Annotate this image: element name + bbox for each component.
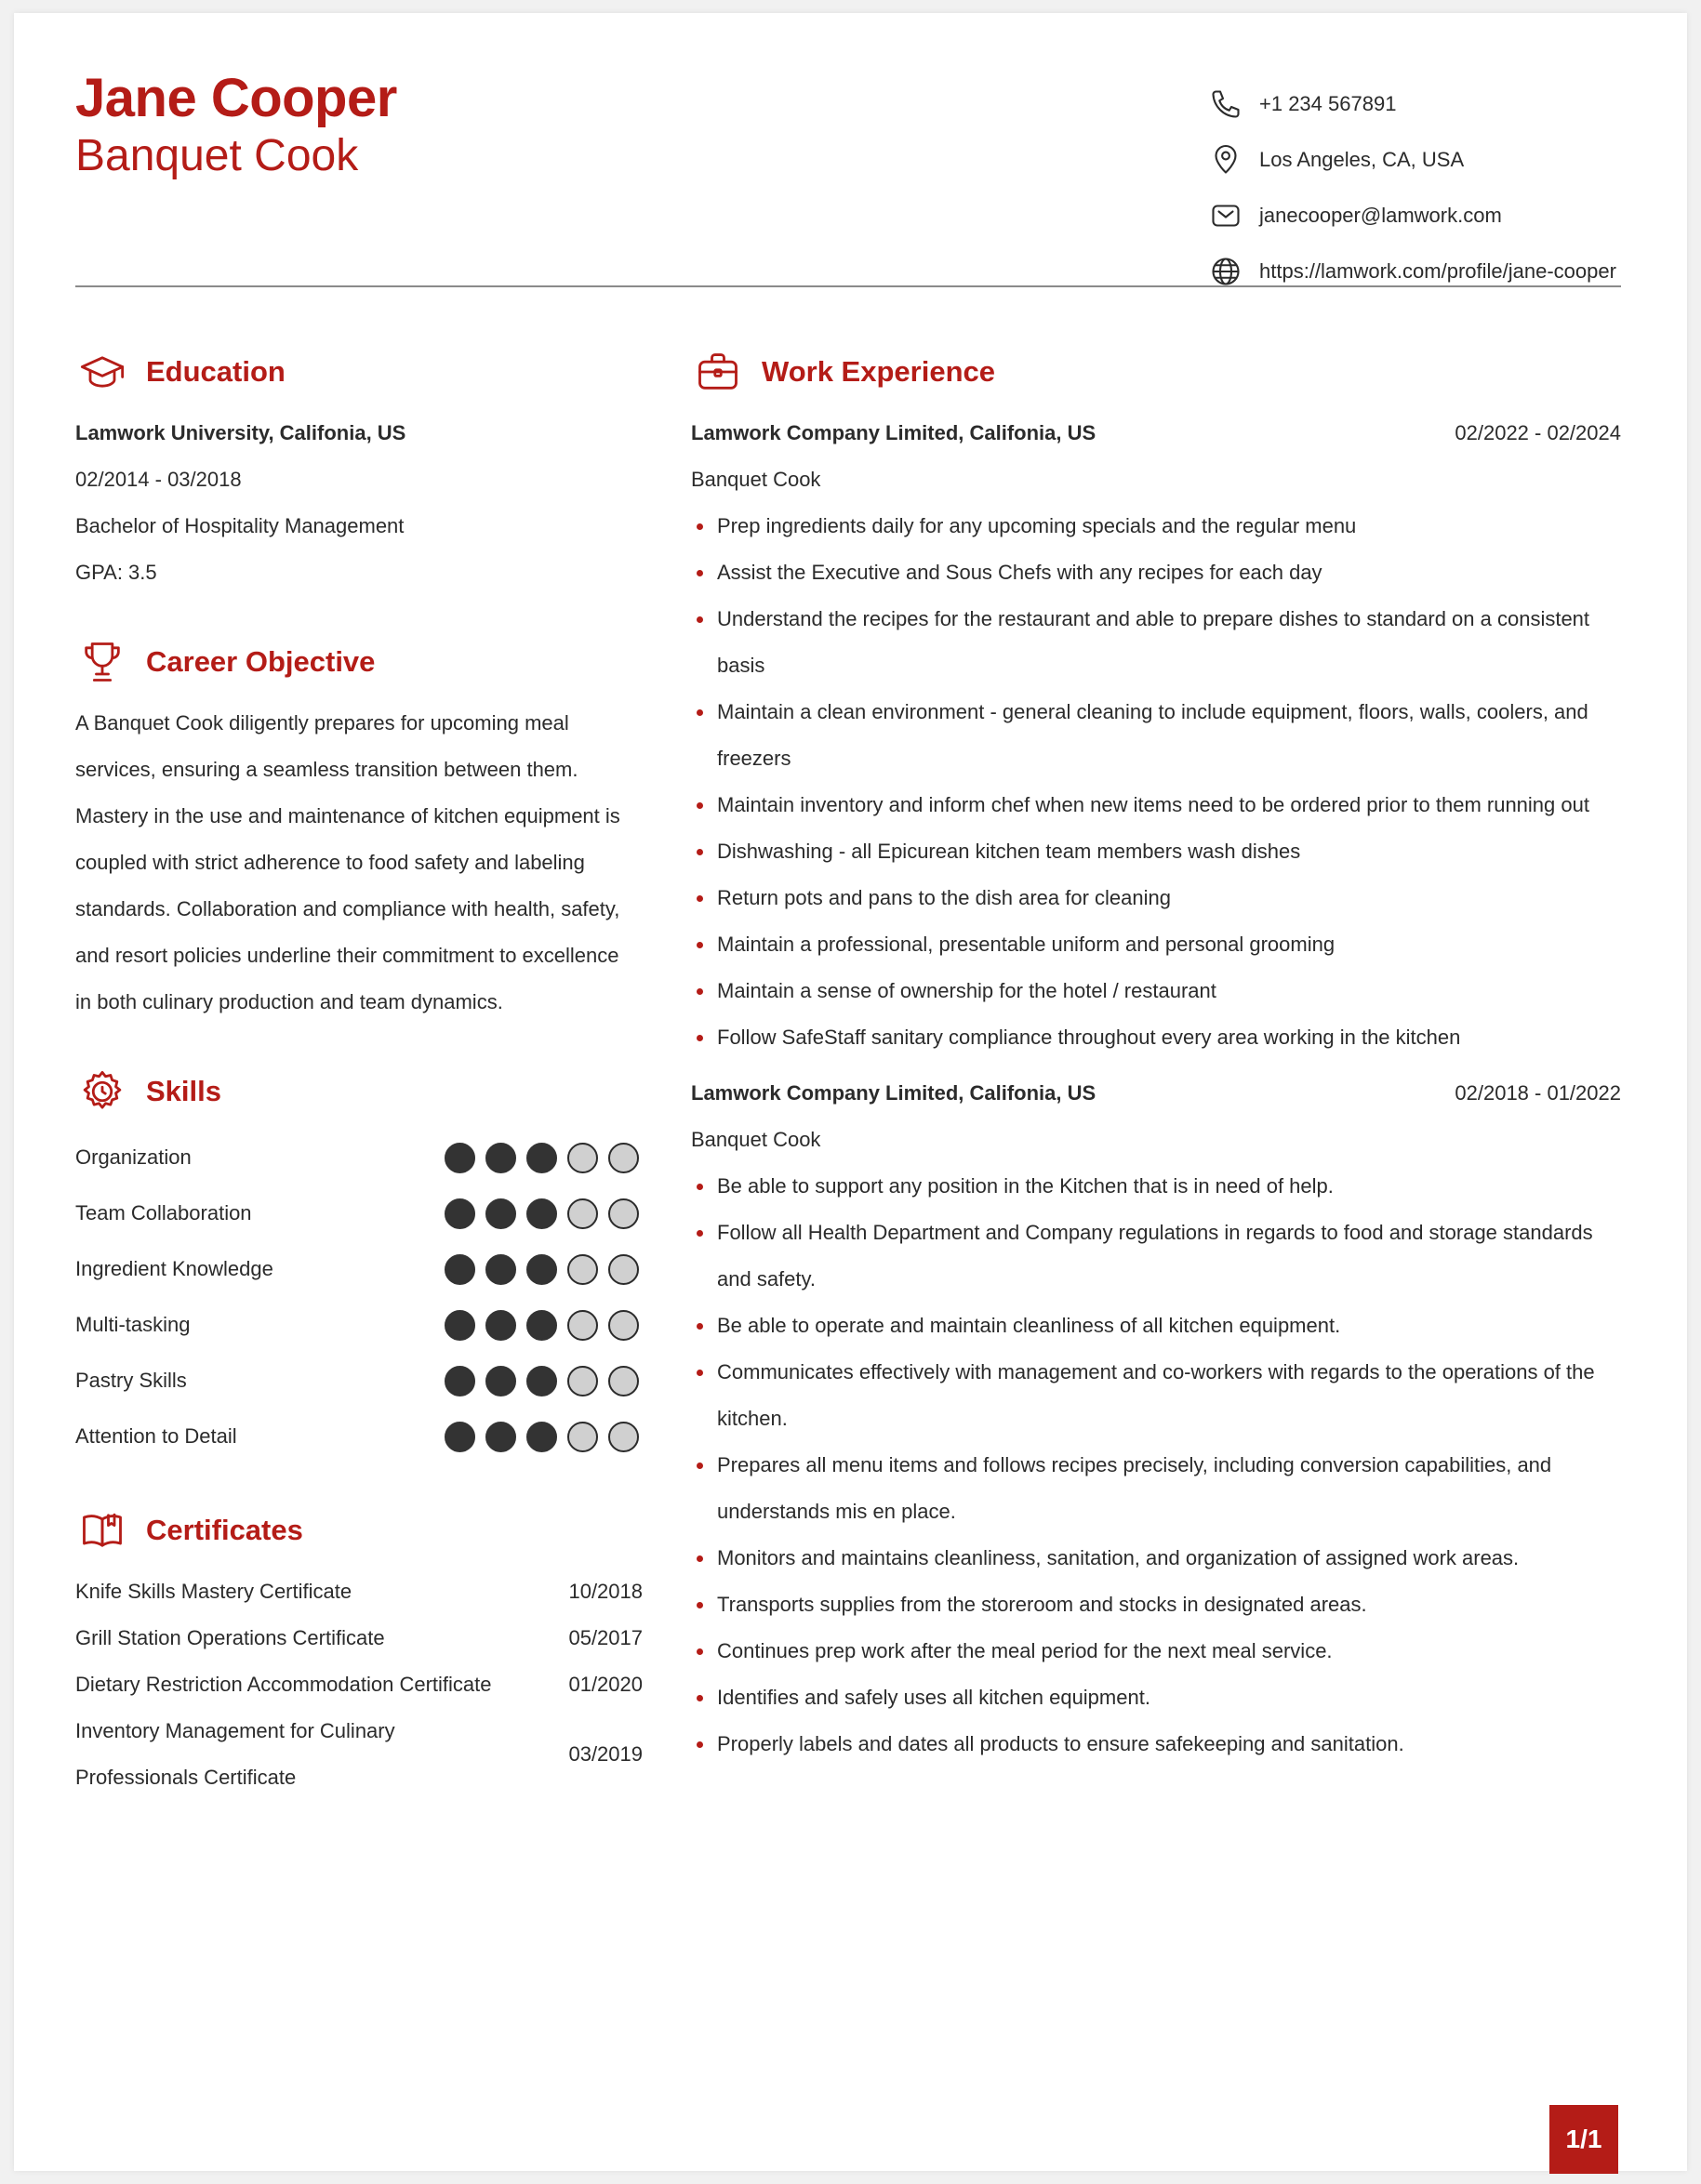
objective-section [75,633,643,1026]
objective-heading: Career Objective [146,645,376,678]
job-header [691,410,1621,457]
job-duty: Maintain a sense of ownership for the hotel / restaurant [691,968,1621,1014]
page-number-badge: 1/1 [1549,2105,1618,2174]
skill-name: Ingredient Knowledge [75,1257,273,1280]
job-duty: Maintain a clean environment - general cleaning to include equipment, floors, walls, coolers, and freezers [691,689,1621,782]
contact-website-text[interactable]: https://lamwork.com/profile/jane-cooper [1259,259,1616,283]
rating-dot-empty [608,1366,639,1396]
job-company: Lamwork Company Limited, Califonia, US [691,421,1096,444]
job-duty: Prep ingredients daily for any upcoming specials and the regular menu [691,503,1621,549]
rating-dot-empty [567,1143,598,1173]
education-gpa: GPA: 3.5 [75,561,157,584]
rating-dot-filled [485,1366,516,1396]
job-duty: Properly labels and dates all products to ensure safekeeping and sanitation. [691,1721,1621,1767]
job-duties [691,1163,1621,1767]
rating-dot-empty [567,1254,598,1285]
education-dates: 02/2014 - 03/2018 [75,468,242,491]
skill-rating [445,1310,639,1341]
contact-website[interactable] [1207,244,1635,299]
certificate-name: Dietary Restriction Accommodation Certificate [75,1673,492,1696]
contact-list [1207,76,1635,299]
objective-header [75,633,643,691]
phone-icon [1207,86,1244,123]
skill-rating [445,1143,639,1173]
contact-phone-text: +1 234 567891 [1259,92,1397,115]
skill-name: Team Collaboration [75,1201,252,1224]
job-entry [691,1070,1621,1767]
candidate-title: Banquet Cook [75,131,359,180]
certificate-item [75,1661,643,1708]
skill-name: Multi-tasking [75,1313,191,1336]
job-duty: Be able to operate and maintain cleanliness of all kitchen equipment. [691,1303,1621,1349]
contact-email-text[interactable]: janecooper@lamwork.com [1259,204,1502,227]
skill-row [75,1409,643,1464]
open-book-icon [75,1503,129,1557]
job-duty: Maintain a professional, presentable uniform and personal grooming [691,921,1621,968]
job-duty: Identifies and safely uses all kitchen equipment. [691,1674,1621,1721]
rating-dot-filled [445,1422,475,1452]
skills-section [75,1063,643,1464]
skill-name: Attention to Detail [75,1424,237,1448]
rating-dot-empty [567,1422,598,1452]
education-header [75,343,643,401]
job-duty: Follow SafeStaff sanitary compliance throughout every area working in the kitchen [691,1014,1621,1061]
job-company: Lamwork Company Limited, Califonia, US [691,1081,1096,1105]
rating-dot-filled [485,1143,516,1173]
certificates-section [75,1502,643,1801]
skill-rating [445,1198,639,1229]
objective-line: services, ensuring a seamless transition between them. [75,758,578,781]
job-duty: Continues prep work after the meal period for the next meal service. [691,1628,1621,1674]
job-duty: Understand the recipes for the restaurant and able to prepare dishes to standard on a consistent basis [691,596,1621,689]
education-degree: Bachelor of Hospitality Management [75,514,405,537]
skill-row [75,1297,643,1353]
contact-location [1207,132,1635,188]
skill-rating [445,1422,639,1452]
objective-line: coupled with strict adherence to food safety and labeling [75,851,585,874]
rating-dot-filled [485,1198,516,1229]
certificate-name: Grill Station Operations Certificate [75,1626,385,1649]
rating-dot-empty [608,1143,639,1173]
certificate-item [75,1569,643,1615]
skill-row [75,1185,643,1241]
skills-list [75,1130,643,1464]
job-dates: 02/2018 - 01/2022 [1455,1081,1621,1105]
job-header [691,1070,1621,1117]
header-divider [75,285,1621,287]
job-duty: Transports supplies from the storeroom and stocks in designated areas. [691,1582,1621,1628]
objective-line: in both culinary production and team dynamics. [75,990,503,1013]
job-duties [691,503,1621,1061]
candidate-name: Jane Cooper [75,68,397,128]
objective-line: standards. Collaboration and compliance with health, safety, [75,897,620,920]
skill-name: Pastry Skills [75,1369,187,1392]
rating-dot-filled [445,1366,475,1396]
rating-dot-filled [445,1254,475,1285]
contact-phone [1207,76,1635,132]
rating-dot-empty [608,1310,639,1341]
objective-line: Mastery in the use and maintenance of kitchen equipment is [75,804,620,827]
skill-row [75,1241,643,1297]
certificates-header [75,1502,643,1559]
certificate-item [75,1615,643,1661]
skills-heading: Skills [146,1075,221,1107]
rating-dot-filled [526,1198,557,1229]
skill-row [75,1130,643,1185]
objective-line: A Banquet Cook diligently prepares for upcoming meal [75,711,569,735]
certificate-date: 05/2017 [568,1626,643,1649]
certificate-date: 03/2019 [568,1742,643,1766]
education-school: Lamwork University, Califonia, US [75,421,406,444]
work-heading: Work Experience [762,355,995,388]
certificate-date: 01/2020 [568,1673,643,1696]
education-section [75,343,643,596]
rating-dot-empty [567,1366,598,1396]
rating-dot-filled [445,1198,475,1229]
location-pin-icon [1207,141,1244,179]
rating-dot-empty [608,1198,639,1229]
job-entry [691,410,1621,1061]
contact-location-text: Los Angeles, CA, USA [1259,148,1465,171]
jobs-list [691,410,1621,1767]
job-duty: Return pots and pans to the dish area for cleaning [691,875,1621,921]
resume-page [14,13,1687,2171]
objective-line: and resort policies underline their commitment to excellence [75,944,619,967]
rating-dot-empty [567,1198,598,1229]
briefcase-icon [691,345,745,399]
job-role: Banquet Cook [691,1128,821,1151]
skills-header [75,1063,643,1120]
job-role: Banquet Cook [691,468,821,491]
rating-dot-filled [526,1310,557,1341]
mail-icon [1207,197,1244,234]
rating-dot-filled [485,1310,516,1341]
skill-rating [445,1366,639,1396]
certificate-name: Knife Skills Mastery Certificate [75,1580,352,1603]
rating-dot-filled [485,1254,516,1285]
trophy-icon [75,635,129,689]
skill-row [75,1353,643,1409]
job-duty: Assist the Executive and Sous Chefs with any recipes for each day [691,549,1621,596]
certificate-date: 10/2018 [568,1580,643,1603]
job-duty: Dishwashing - all Epicurean kitchen team members wash dishes [691,828,1621,875]
gear-clock-icon [75,1065,129,1118]
rating-dot-filled [485,1422,516,1452]
job-duty: Prepares all menu items and follows recipes precisely, including conversion capabilities, and understands mis en place. [691,1442,1621,1535]
job-duty: Maintain inventory and inform chef when new items need to be ordered prior to them running out [691,782,1621,828]
left-column [75,343,643,1838]
rating-dot-empty [608,1254,639,1285]
work-header [691,343,1621,401]
globe-icon [1207,253,1244,290]
job-duty: Follow all Health Department and Company regulations in regards to food and storage standards and safety. [691,1210,1621,1303]
rating-dot-filled [526,1143,557,1173]
graduation-cap-icon [75,345,129,399]
job-duty: Monitors and maintains cleanliness, sanitation, and organization of assigned work areas. [691,1535,1621,1582]
rating-dot-filled [445,1310,475,1341]
right-column [691,343,1621,1777]
skill-name: Organization [75,1145,192,1169]
rating-dot-filled [526,1366,557,1396]
rating-dot-empty [567,1310,598,1341]
rating-dot-empty [608,1422,639,1452]
rating-dot-filled [445,1143,475,1173]
contact-email[interactable] [1207,188,1635,244]
skill-rating [445,1254,639,1285]
certificates-heading: Certificates [146,1514,303,1546]
job-dates: 02/2022 - 02/2024 [1455,421,1621,444]
job-duty: Be able to support any position in the Kitchen that is in need of help. [691,1163,1621,1210]
objective-text [75,700,643,1026]
rating-dot-filled [526,1254,557,1285]
rating-dot-filled [526,1422,557,1452]
certificate-item [75,1708,643,1801]
education-heading: Education [146,355,286,388]
certificate-name: Inventory Management for Culinary Professionals Certificate [75,1719,395,1789]
job-duty: Communicates effectively with management and co-workers with regards to the operations of the kitchen. [691,1349,1621,1442]
